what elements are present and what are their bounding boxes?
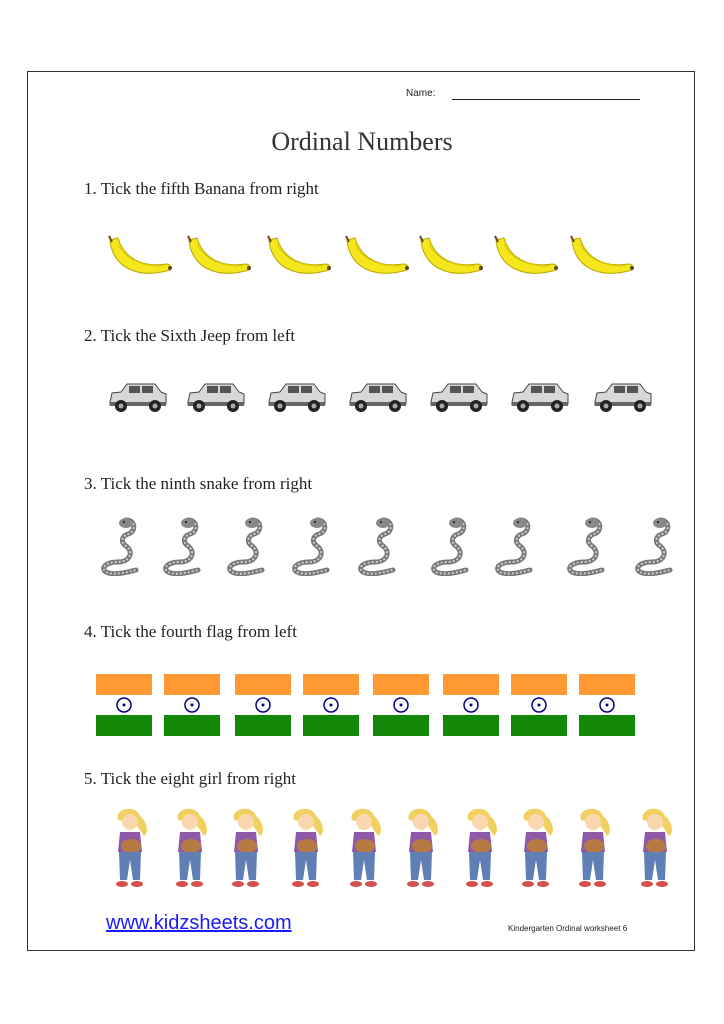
question-5: 5. Tick the eight girl from right [84,769,297,788]
girl-icon[interactable] [631,806,677,895]
girl-icon[interactable] [569,806,615,895]
flag-icon[interactable] [373,674,429,741]
girl-icon[interactable] [456,806,502,895]
snake-icon[interactable] [490,516,534,581]
question-3: 3. Tick the ninth snake from right [84,474,313,493]
jeep-icon[interactable] [347,380,409,419]
name-label: Name: [406,88,436,99]
snake-icon[interactable] [222,516,266,581]
snake-icon[interactable] [353,516,397,581]
flag-icon[interactable] [579,674,635,741]
jeep-icon[interactable] [592,380,654,419]
snake-icon[interactable] [562,516,606,581]
kidzsheets-link[interactable]: www.kidzsheets.com [106,912,292,934]
girl-icon[interactable] [282,806,328,895]
snake-icon[interactable] [426,516,470,581]
flag-icon[interactable] [443,674,499,741]
snake-icon[interactable] [96,516,140,581]
jeep-icon[interactable] [266,380,328,419]
flag-icon[interactable] [164,674,220,741]
banana-icon[interactable] [106,230,176,287]
banana-icon[interactable] [417,230,487,287]
question-2: 2. Tick the Sixth Jeep from left [84,326,296,345]
jeep-icon[interactable] [428,380,490,419]
snake-icon[interactable] [158,516,202,581]
girl-icon[interactable] [512,806,558,895]
question-1: 1. Tick the fifth Banana from right [84,179,319,198]
jeep-icon[interactable] [107,380,169,419]
page-title: Ordinal Numbers [271,127,453,156]
flag-icon[interactable] [511,674,567,741]
banana-icon[interactable] [568,230,638,287]
girl-icon[interactable] [222,806,268,895]
banana-icon[interactable] [265,230,335,287]
snake-icon[interactable] [287,516,331,581]
girl-icon[interactable] [397,806,443,895]
flag-icon[interactable] [96,674,152,741]
girl-icon[interactable] [340,806,386,895]
banana-icon[interactable] [185,230,255,287]
jeep-icon[interactable] [185,380,247,419]
banana-icon[interactable] [492,230,562,287]
question-4: 4. Tick the fourth flag from left [84,622,297,641]
name-field-line[interactable] [452,99,640,100]
worksheet-note: Kindergarten Ordinal worksheet 6 [508,924,628,933]
jeep-icon[interactable] [509,380,571,419]
girl-icon[interactable] [106,806,152,895]
banana-icon[interactable] [343,230,413,287]
snake-icon[interactable] [630,516,674,581]
flag-icon[interactable] [235,674,291,741]
flag-icon[interactable] [303,674,359,741]
girl-icon[interactable] [166,806,212,895]
